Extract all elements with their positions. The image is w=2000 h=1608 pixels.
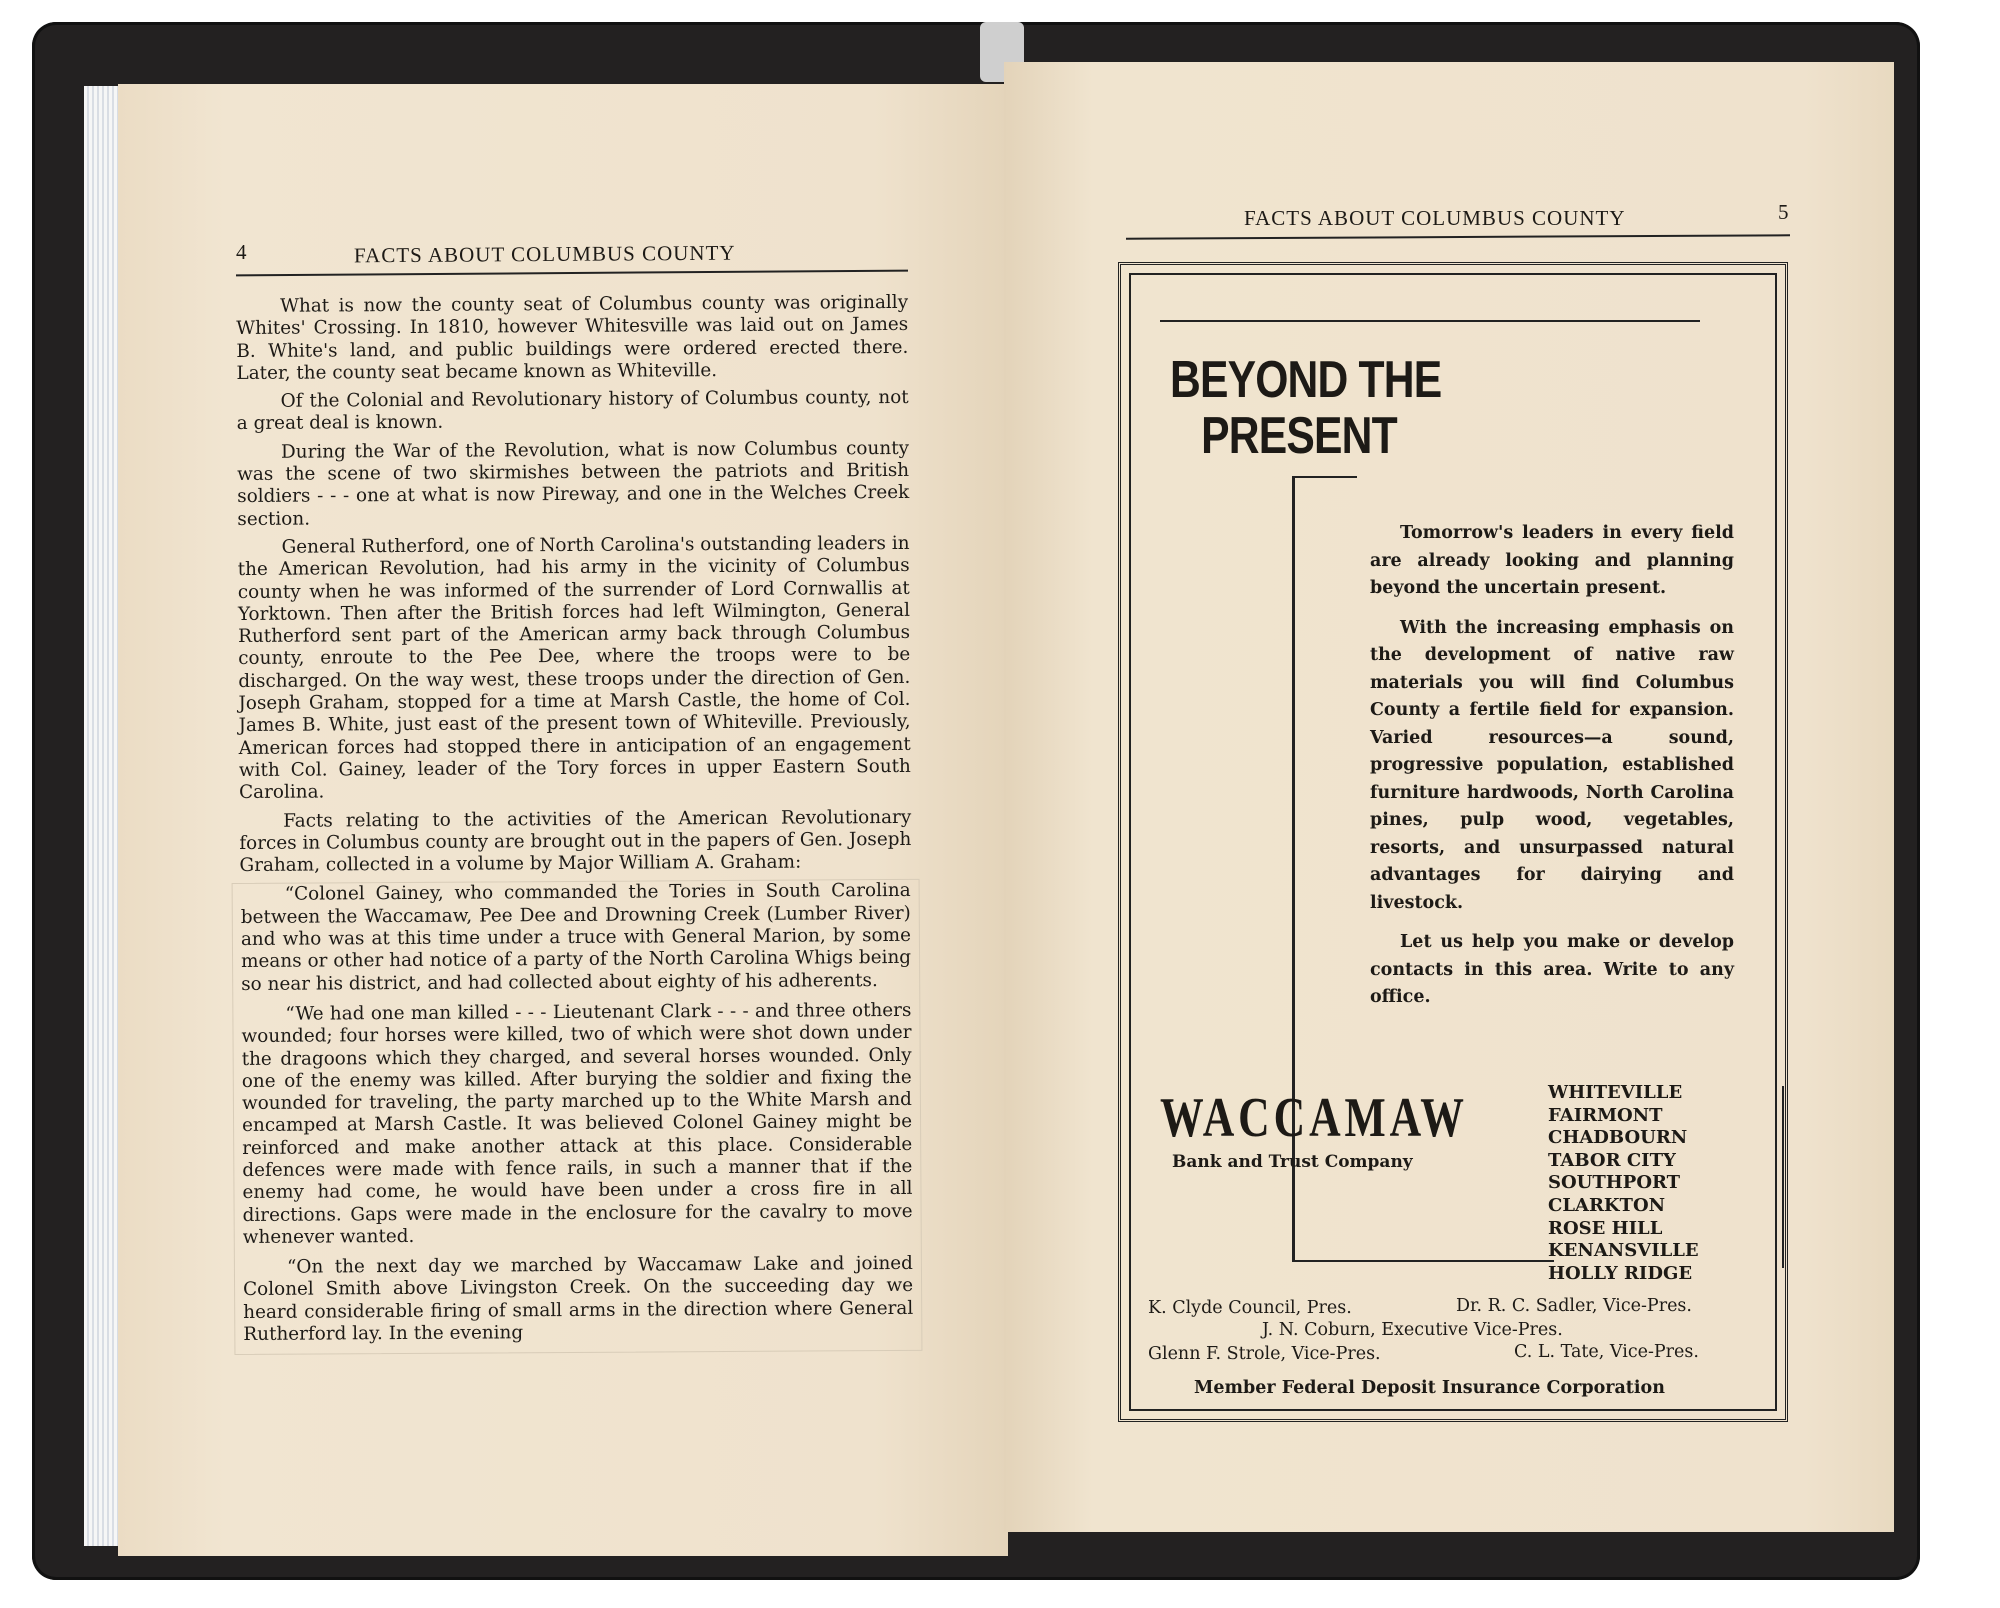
ad-headline-line1: BEYOND THE xyxy=(1170,351,1442,409)
officer-vice-president: C. L. Tate, Vice-Pres. xyxy=(1514,1342,1699,1362)
branch-list xyxy=(1548,1082,1699,1285)
quote-paragraph: “Colonel Gainey, who commanded the Tories in South Carolina between the Waccamaw, Pee Dee and Drowning Creek (Lumber River) and who was at this time under a truce with General Marion, by some means or other had notice of a party of the North Carolina Whigs being so near his district, and had collected about eighty of his adherents. xyxy=(240,880,912,995)
ad-frame-line xyxy=(1292,1260,1554,1262)
officer-vice-president: Glenn F. Strole, Vice-Pres. xyxy=(1148,1344,1381,1364)
branch-item: FAIRMONT xyxy=(1548,1104,1663,1126)
right-page-header: FACTS ABOUT COLUMBUS COUNTY xyxy=(1244,206,1626,230)
page-edges xyxy=(84,86,118,1546)
branch-item: SOUTHPORT xyxy=(1548,1172,1681,1194)
ad-paragraph: Tomorrow's leaders in every field are already looking and planning beyond the uncertain present. xyxy=(1370,523,1734,598)
right-page-number: 5 xyxy=(1778,200,1790,224)
ad-paragraph: Let us help you make or develop contacts in this area. Write to any office. xyxy=(1370,932,1734,1007)
bank-name: WACCAMAW xyxy=(1160,1087,1468,1149)
ad-frame-line xyxy=(1160,320,1700,322)
ad-body-copy xyxy=(1370,520,1734,1024)
quote-paragraph: “On the next day we marched by Waccamaw Lake and joined Colonel Smith above Livingston Creek. On the succeeding day we heard considerable firing of small arms in the direction where General Rutherford lay. In the evening xyxy=(243,1253,914,1346)
fdic-notice: Member Federal Deposit Insurance Corporation xyxy=(1194,1378,1665,1398)
left-page-header: FACTS ABOUT COLUMBUS COUNTY xyxy=(353,240,736,268)
branch-item: TABOR CITY xyxy=(1548,1149,1676,1171)
branch-item: CHADBOURN xyxy=(1548,1127,1688,1149)
branch-item: ROSE HILL xyxy=(1548,1217,1663,1239)
paragraph: General Rutherford, one of North Carolina's outstanding leaders in the American Revolution, had his army in the vicinity of Columbus county when he was informed of the surrender of Lord Cornwallis at Yorktown. Then after the British forces had left Wilmington, General Rutherford sent part of the American army back through Columbus county, enroute to the Pee Dee, where the troops were to be discharged. On the way west, these troops under the direction of Gen. Joseph Graham, stopped for a time at Marsh Castle, the home of Col. James B. White, just east of the present town of Whiteville. Previously, American forces had stopped there in anticipation of an engagement with Col. Gainey, leader of the Tory forces in upper Eastern South Carolina. xyxy=(237,532,911,804)
paragraph: What is now the county seat of Columbus county was originally Whites' Crossing. In 1810, however Whitesville was laid out on James B. White's land, and public buildings were ordered erected there. Later, the county seat became known as Whiteville. xyxy=(236,291,909,384)
ad-paragraph: With the increasing emphasis on the development of native raw materials you will find Columbus County a fertile field for expansion. Varied resources—a sound, progressive population, established furniture hardwoods, North Carolina pines, pulp wood, vegetables, resorts, and unsurpassed natural advantages for dairying and livestock. xyxy=(1370,617,1734,913)
ad-headline xyxy=(1170,352,1441,464)
left-page-number: 4 xyxy=(236,240,248,264)
paragraph: Facts relating to the activities of the American Revolutionary forces in Columbus county are brought out in the papers of Gen. Joseph Graham, collected in a volume by Major William A. Graham: xyxy=(239,806,912,877)
bank-subtitle: Bank and Trust Company xyxy=(1172,1152,1413,1172)
branch-item: HOLLY RIDGE xyxy=(1548,1262,1693,1284)
branch-item: CLARKTON xyxy=(1548,1194,1666,1216)
quote-paragraph: “We had one man killed - - - Lieutenant Clark - - - and three others wounded; four horses were killed, two of which were shot down under the dragoons which they charged, and several horses wounded. Only one of the enemy was killed. After burying the soldier and fixing the wounded for traveling, the party marched up to the White Marsh and encamped at Marsh Castle. It was believed Colonel Gainey might be reinforced and make another attack at this place. Considerable defences were made with fence rails, in such a manner that if the enemy had come, he would have been under a cross fire in all directions. Gaps were made in the enclosure for the cavalry to move whenever wanted. xyxy=(241,999,913,1248)
ad-headline-line2: PRESENT xyxy=(1201,407,1397,465)
officer-executive-vp: J. N. Coburn, Executive Vice-Pres. xyxy=(1262,1320,1563,1340)
ad-frame-line xyxy=(1292,476,1357,478)
branch-item: KENANSVILLE xyxy=(1548,1240,1699,1262)
ad-frame-line xyxy=(1782,1086,1784,1268)
paragraph: Of the Colonial and Revolutionary history of Columbus county, not a great deal is known. xyxy=(236,387,909,435)
officer-vice-president: Dr. R. C. Sadler, Vice-Pres. xyxy=(1456,1296,1692,1316)
left-page-body xyxy=(236,292,914,1355)
paragraph: During the War of the Revolution, what is now Columbus county was the scene of two skirmishes between the patriots and British soldiers - - - one at what is now Pireway, and one in the Welches Creek section. xyxy=(237,437,910,530)
branch-item: WHITEVILLE xyxy=(1548,1082,1683,1103)
officer-president: K. Clyde Council, Pres. xyxy=(1148,1298,1352,1318)
quotation-block xyxy=(232,879,923,1355)
